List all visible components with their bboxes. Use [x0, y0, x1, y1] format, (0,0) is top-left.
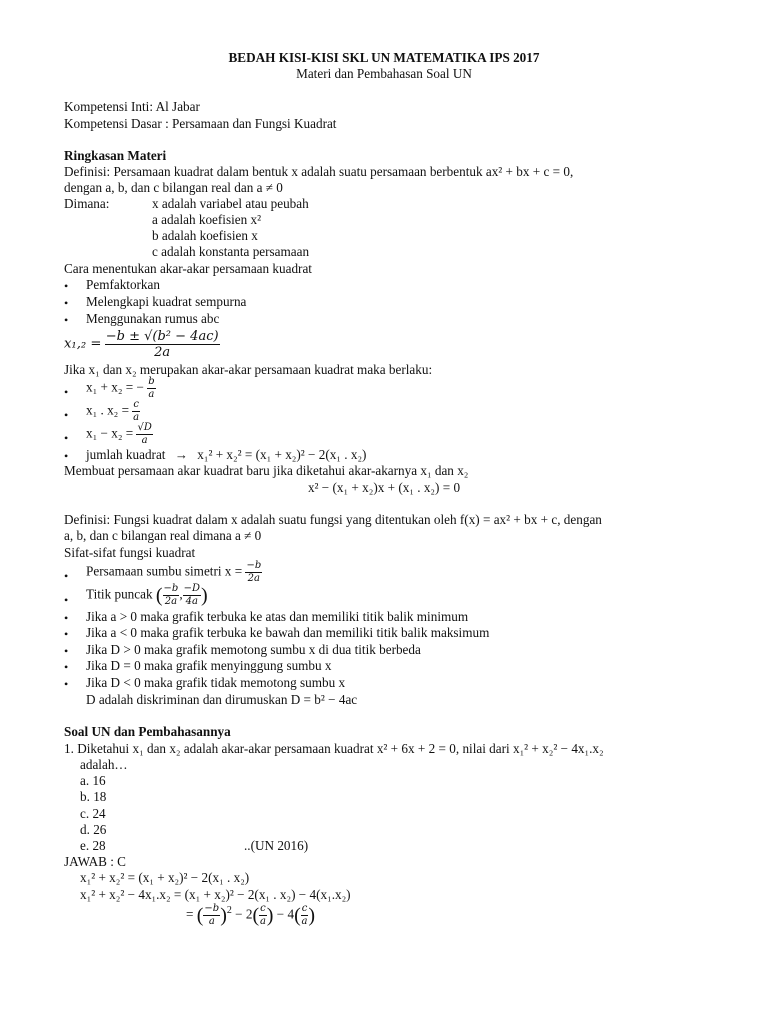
sifat-item: Jika D = 0 maka grafik menyinggung sumbu x: [86, 658, 332, 673]
fraction-denominator: a: [133, 412, 140, 423]
puncak-separator: ,: [179, 586, 183, 602]
solution-step-3: [186, 903, 315, 927]
bullet: •: [64, 644, 69, 658]
fraction-numerator: −D: [183, 583, 201, 594]
prod-lhs: x₁ . x₂ =: [86, 402, 130, 418]
membuat-line: Membuat persamaan akar kuadrat baru jika diketahui akar-akarnya x₁ dan x₂: [64, 463, 469, 478]
bullet: •: [64, 313, 69, 327]
definisi-fungsi-line1: Definisi: Fungsi kuadrat dalam x adalah suatu fungsi yang ditentukan oleh f(x) = ax² + bx + c, dengan: [64, 512, 602, 527]
jumlah-label: jumlah kuadrat: [86, 447, 166, 462]
cara-item: Pemfaktorkan: [86, 277, 160, 292]
close-paren: ): [201, 584, 208, 607]
jawab-label: JAWAB : C: [64, 854, 126, 869]
titik-puncak-line: [86, 584, 208, 607]
dimana-item: x adalah variabel atau peubah: [152, 196, 309, 211]
fraction-denominator: a: [208, 915, 215, 927]
jumlah-formula: x₁² + x₂² = (x₁ + x₂)² − 2(x₁ . x₂): [197, 447, 367, 462]
diff-lhs: x₁ − x₂ =: [86, 425, 134, 441]
bullet: •: [64, 296, 69, 310]
bullet: •: [64, 627, 69, 641]
solution-step-1: x₁² + x₂² = (x₁ + x₂)² − 2(x₁ . x₂): [80, 870, 250, 885]
fraction-denominator: 2a: [164, 596, 178, 607]
puncak-label: Titik puncak: [86, 586, 153, 602]
fraction-denominator: a: [148, 389, 155, 400]
fraction-denominator: 4a: [185, 596, 198, 607]
definisi-fungsi-line2: a, b, dan c bilangan real dimana a ≠ 0: [64, 528, 262, 543]
sumbu-fraction: [245, 561, 262, 584]
open-paren: (: [294, 904, 301, 927]
fraction-numerator: c: [260, 902, 266, 914]
fraction-denominator: 2a: [247, 573, 260, 584]
cara-item: Menggunakan rumus abc: [86, 311, 220, 326]
sum-roots-formula: [86, 377, 156, 400]
solution-step-2: x₁² + x₂² − 4x₁.x₂ = (x₁ + x₂)² − 2(x₁ . x₂) − 4(x₁.x₂): [80, 887, 351, 902]
bullet: •: [64, 569, 69, 583]
soal-heading: Soal UN dan Pembahasannya: [64, 724, 231, 739]
puncak-fraction-2: [183, 584, 201, 607]
answer-option: a. 16: [80, 773, 106, 788]
kompetensi-inti: Kompetensi Inti: Al Jabar: [64, 99, 200, 114]
document-subtitle: Materi dan Pembahasan Soal UN: [296, 66, 472, 81]
fraction-numerator: −b: [246, 560, 262, 571]
membuat-formula: x² − (x₁ + x₂)x + (x₁ . x₂) = 0: [307, 480, 461, 495]
document-title: BEDAH KISI-KISI SKL UN MATEMATIKA IPS 2017: [228, 50, 540, 65]
fraction-numerator: b: [148, 376, 155, 387]
answer-option: b. 18: [80, 789, 107, 804]
definisi-persamaan-line1: Definisi: Persamaan kuadrat dalam bentuk x adalah suatu persamaan berbentuk ax² + bx + c = 0,: [64, 164, 574, 179]
fraction-numerator: −b: [204, 902, 220, 914]
bullet: •: [64, 431, 69, 445]
step3-mid: − 2: [235, 906, 253, 922]
sifat-item: Jika D < 0 maka grafik tidak memotong sumbu x: [86, 675, 346, 690]
bullet: •: [64, 449, 69, 463]
bullet: •: [64, 593, 69, 607]
step3-tail: − 4: [276, 906, 295, 922]
answer-option: c. 24: [80, 806, 106, 821]
answer-option: e. 28: [80, 838, 106, 853]
bullet: •: [64, 385, 69, 399]
open-paren: (: [196, 904, 204, 927]
rumus-denominator: 2a: [154, 345, 171, 360]
fraction-denominator: a: [259, 915, 266, 927]
diff-fraction: [136, 423, 152, 446]
dimana-item: b adalah koefisien x: [152, 228, 258, 243]
rumus-lhs: x₁,₂ =: [64, 336, 102, 352]
bullet: •: [64, 611, 69, 625]
rumus-numerator: −b ± √(b² − 4ac): [105, 329, 219, 344]
close-paren: ): [308, 904, 316, 927]
fraction-numerator: c: [133, 399, 139, 410]
question-source: ..(UN 2016): [244, 838, 309, 853]
jika-akar-line: Jika x₁ dan x₂ merupakan akar-akar persamaan kuadrat maka berlaku:: [64, 362, 433, 377]
fraction-denominator: a: [141, 435, 148, 446]
dimana-item: c adalah konstanta persamaan: [152, 244, 310, 259]
question-1-line1: 1. Diketahui x₁ dan x₂ adalah akar-akar persamaan kuadrat x² + 6x + 2 = 0, nilai dari x₁² + x₂² − 4x₁.x₂: [64, 741, 604, 756]
bullet: •: [64, 660, 69, 674]
kompetensi-dasar: Kompetensi Dasar : Persamaan dan Fungsi Kuadrat: [64, 116, 337, 131]
answer-option: d. 26: [80, 822, 107, 837]
right-arrow-icon: →: [174, 447, 188, 462]
sumbu-lhs: Persamaan sumbu simetri x =: [86, 563, 243, 579]
definisi-persamaan-line2: dengan a, b, dan c bilangan real dan a ≠ 0: [64, 180, 283, 195]
jumlah-kuadrat-line: [86, 447, 366, 463]
prod-fraction: [132, 400, 140, 423]
dimana-label: Dimana:: [64, 196, 110, 211]
sum-fraction: [147, 377, 155, 400]
fraction-numerator: √D: [137, 422, 152, 433]
open-paren: (: [155, 584, 163, 607]
puncak-fraction-1: [163, 583, 183, 607]
close-paren: ): [220, 904, 227, 927]
bullet: •: [64, 408, 69, 422]
fraction-denominator: a: [301, 915, 308, 927]
sifat-heading: Sifat-sifat fungsi kuadrat: [64, 545, 196, 560]
bullet: •: [64, 279, 69, 293]
open-paren: (: [252, 904, 260, 927]
dimana-item: a adalah koefisien x²: [152, 212, 262, 227]
diskriminan-line: D adalah diskriminan dan dirumuskan D = b² − 4ac: [86, 692, 358, 707]
sifat-item: Jika a > 0 maka grafik terbuka ke atas dan memiliki titik balik minimum: [86, 609, 469, 624]
sumbu-simetri-line: [86, 561, 262, 584]
step3-power: 2: [226, 905, 232, 916]
step3-equals: =: [186, 906, 194, 922]
rumus-abc: [64, 330, 220, 359]
product-roots-formula: [86, 400, 140, 423]
close-paren: ): [266, 904, 274, 927]
question-1-line2: adalah…: [80, 757, 128, 772]
sifat-item: Jika a < 0 maka grafik terbuka ke bawah dan memiliki titik balik maksimum: [86, 625, 490, 640]
fraction-numerator: c: [301, 902, 308, 914]
step3-fraction-2: [259, 904, 267, 927]
bullet: •: [64, 677, 69, 691]
cara-heading: Cara menentukan akar-akar persamaan kuadrat: [64, 261, 312, 276]
sum-lhs: x₁ + x₂ = −: [86, 379, 144, 395]
ringkasan-heading: Ringkasan Materi: [64, 148, 167, 163]
sifat-item: Jika D > 0 maka grafik memotong sumbu x di dua titik berbeda: [86, 642, 421, 657]
cara-item: Melengkapi kuadrat sempurna: [86, 294, 247, 309]
fraction-numerator: −b: [163, 583, 179, 594]
difference-roots-formula: [86, 423, 153, 446]
step3-fraction-1: [203, 904, 220, 927]
rumus-fraction: [105, 330, 220, 359]
